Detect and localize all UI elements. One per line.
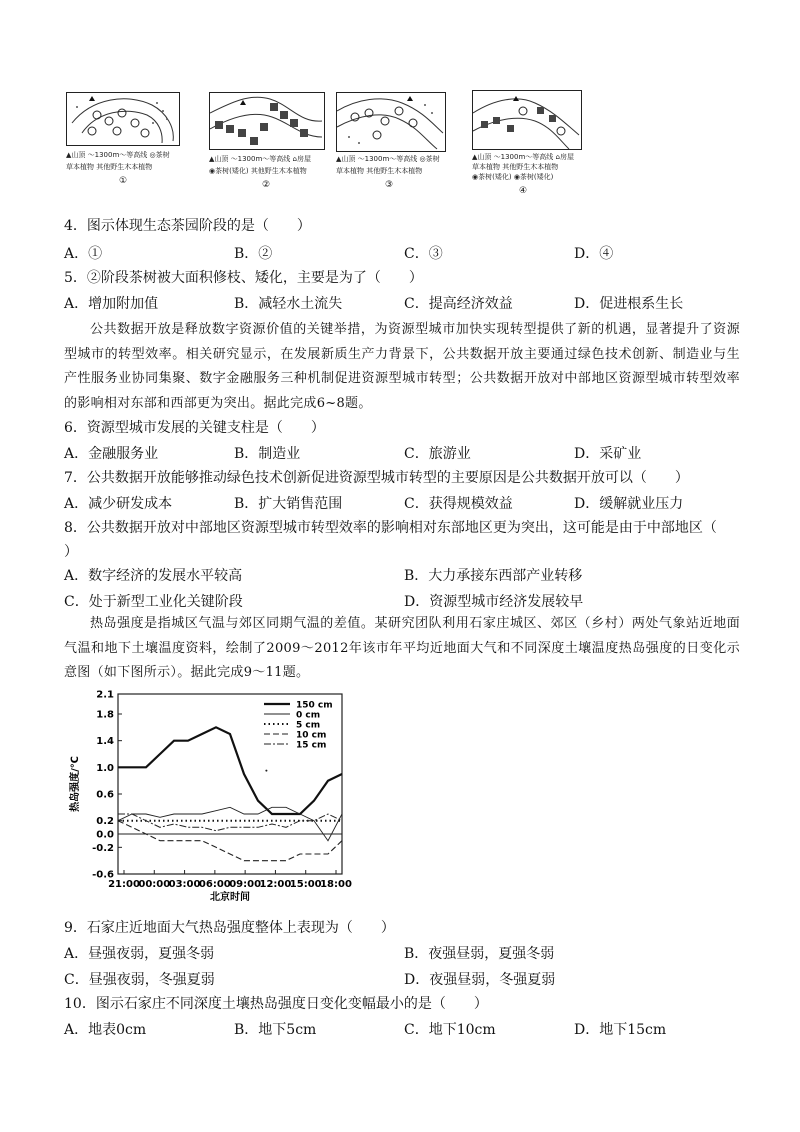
chart-ytick-label: 0.2 xyxy=(96,816,114,828)
q6-option-c[interactable]: C．旅游业 xyxy=(404,446,471,462)
chart-legend-label: 0 cm xyxy=(296,710,321,721)
map-2-drawing xyxy=(210,93,324,149)
chart-ytick-label: 1.8 xyxy=(96,709,114,721)
q10-option-c[interactable]: C．地下10cm xyxy=(404,1022,496,1038)
q7-option-b[interactable]: B．扩大销售范围 xyxy=(234,496,343,512)
chart-ytick-label: 1.0 xyxy=(96,762,114,774)
q7-option-c[interactable]: C．获得规模效益 xyxy=(404,496,513,512)
chart-xtick-label: 06:00 xyxy=(198,879,231,890)
q9-stem: 9．石家庄近地面大气热岛强度整体上表现为（ ） xyxy=(64,920,395,936)
q9-option-b[interactable]: B．夜强昼弱，夏强冬弱 xyxy=(404,946,555,962)
chart-legend-label: 150 cm xyxy=(296,700,333,711)
chart-legend-label: 10 cm xyxy=(296,730,327,741)
q6-option-b[interactable]: B．制造业 xyxy=(234,446,301,462)
map-4-drawing xyxy=(473,91,581,149)
q10-option-b[interactable]: B．地下5cm xyxy=(234,1022,317,1038)
q10-stem: 10．图示石家庄不同深度土壤热岛强度日变化变幅最小的是（ ） xyxy=(64,996,488,1012)
q8-stem: 8．公共数据开放对中部地区资源型城市转型效率的影响相对东部地区更为突出，这可能是由于中部地区（ xyxy=(64,520,717,536)
chart-ytick-label: 0.0 xyxy=(96,829,114,841)
passage-heat-island: 热岛强度是指城区气温与郊区同期气温的差值。某研究团队利用石家庄城区、郊区（乡村）两处气象站近地面气温和地下土壤温度资料，绘制了2009～2012年该市年平均近地面大气和不同深度土壤温度热岛强度的日变化示意图（如下图所示）。据此完成9～11题。 xyxy=(64,616,740,680)
chart-xtick-label: 03:00 xyxy=(168,879,201,890)
chart-xlabel: 北京时间 xyxy=(210,892,250,903)
map-1-number: ① xyxy=(118,176,128,186)
chart-xtick-label: 15:00 xyxy=(289,879,322,890)
chart-ytick-label: -0.2 xyxy=(92,842,114,854)
chart-xtick-label: 18:00 xyxy=(320,879,352,890)
q4-option-a[interactable]: A．① xyxy=(64,246,103,262)
q4-option-d[interactable]: D．④ xyxy=(574,246,614,262)
chart-ylabel: 热岛强度/℃ xyxy=(70,756,81,812)
map-3-number: ③ xyxy=(384,180,394,190)
q6-option-a[interactable]: A．金融服务业 xyxy=(64,446,159,462)
map-1-drawing xyxy=(67,93,179,145)
q6-stem: 6．资源型城市发展的关键支柱是（ ） xyxy=(64,420,325,436)
q5-option-d[interactable]: D．促进根系生长 xyxy=(574,296,684,312)
map-stage-4: ▲山顶 ～1300m～等高线 ⌂房屋 草本植物 其他野生木本植物 ◉茶树(矮化) ◉茶树(矮化) ④ xyxy=(472,90,582,150)
chart-ytick-label: 0.6 xyxy=(96,789,114,801)
q8-option-a[interactable]: A．数字经济的发展水平较高 xyxy=(64,568,243,584)
chart-xtick-label: 09:00 xyxy=(229,879,262,890)
q8-stem-close: ） xyxy=(64,544,78,560)
map-4-number: ④ xyxy=(518,186,528,196)
heat-island-chart xyxy=(64,686,364,910)
map-3-drawing xyxy=(337,93,445,151)
passage-public-data: 公共数据开放是释放数字资源价值的关键举措，为资源型城市加快实现转型提供了新的机遇，显著提升了资源型城市的转型效率。相关研究显示，在发展新质生产力背景下，公共数据开放主要通过绿色技术创新、制造业与生产性服务业协同集聚、数字金融服务三种机制促进资源型城市转型；公共数据开放对中部地区资源型城市转型效率的影响相对东部和西部更为突出。据此完成6~8题。 xyxy=(64,322,740,411)
chart-ytick-label: 1.4 xyxy=(96,736,114,748)
q7-option-d[interactable]: D．缓解就业压力 xyxy=(574,496,684,512)
q9-option-a[interactable]: A．昼强夜弱，夏强冬弱 xyxy=(64,946,215,962)
map-stage-1: ▲山顶 ～1300m～等高线 ◎茶树 草本植物 其他野生木本植物 ① xyxy=(66,92,180,146)
chart-ytick-label: 2.1 xyxy=(96,689,114,701)
q5-option-a[interactable]: A．增加附加值 xyxy=(64,296,159,312)
chart-series-2 xyxy=(118,807,342,840)
q7-option-a[interactable]: A．减少研发成本 xyxy=(64,496,173,512)
q9-option-c[interactable]: C．昼强夜弱，冬强夏弱 xyxy=(64,972,215,988)
q4-option-b[interactable]: B．② xyxy=(234,246,273,262)
q7-stem: 7．公共数据开放能够推动绿色技术创新促进资源型城市转型的主要原因是公共数据开放可以（ ） xyxy=(64,470,689,486)
map-stage-3: ▲山顶 ～1300m～等高线 ◎茶树 草本植物 其他野生木本植物 ③ xyxy=(336,92,446,152)
map-stage-2: ▲山顶 ～1300m～等高线 ⌂房屋 ◉茶树(矮化) 其他野生木本植物 ② xyxy=(209,92,325,150)
q5-stem: 5．②阶段茶树被大面积修枝、矮化，主要是为了（ ） xyxy=(64,270,423,286)
q9-option-d[interactable]: D．夜强昼弱，冬强夏弱 xyxy=(404,972,556,988)
chart-xtick-label: 21:00 xyxy=(108,879,140,890)
q5-option-b[interactable]: B．减轻水土流失 xyxy=(234,296,343,312)
q4-option-c[interactable]: C．③ xyxy=(404,246,443,262)
chart-xtick-label: 12:00 xyxy=(259,879,292,890)
chart-ytick-label: -0.6 xyxy=(92,869,114,881)
chart-legend-label: 5 cm xyxy=(296,720,321,731)
chart-series-4 xyxy=(118,821,342,861)
chart-xtick-label: 00:00 xyxy=(138,879,171,890)
q8-option-d[interactable]: D．资源型城市经济发展较早 xyxy=(404,594,584,610)
chart-stray-point xyxy=(265,770,267,772)
q4-stem: 4．图示体现生态茶园阶段的是（ ） xyxy=(64,218,311,234)
q8-option-c[interactable]: C．处于新型工业化关键阶段 xyxy=(64,594,243,610)
chart-series-5 xyxy=(118,814,342,831)
q5-option-c[interactable]: C．提高经济效益 xyxy=(404,296,513,312)
q6-option-d[interactable]: D．采矿业 xyxy=(574,446,642,462)
q10-option-a[interactable]: A．地表0cm xyxy=(64,1022,147,1038)
q10-option-d[interactable]: D．地下15cm xyxy=(574,1022,667,1038)
chart-legend-label: 15 cm xyxy=(296,740,327,751)
map-2-number: ② xyxy=(261,180,271,190)
q8-option-b[interactable]: B．大力承接东西部产业转移 xyxy=(404,568,583,584)
